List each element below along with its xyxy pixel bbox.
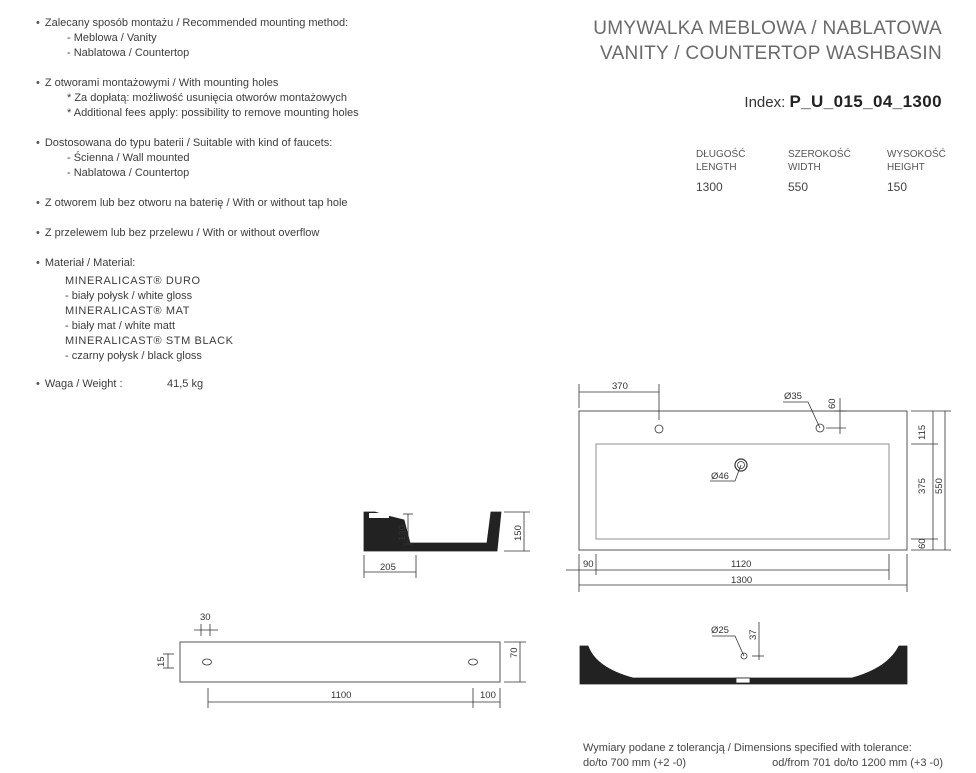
dim-550-label: 550 xyxy=(934,478,945,494)
spec-mounting-countertop: - Nablatowa / Countertop xyxy=(67,47,190,59)
spec-faucets-wall: - Ścienna / Wall mounted xyxy=(67,152,190,164)
dim-375-label: 375 xyxy=(917,478,928,494)
spec-faucets-countertop: - Nablatowa / Countertop xyxy=(67,167,190,179)
tolerance-title: Wymiary podane z tolerancją / Dimensions specified with tolerance: xyxy=(583,742,912,754)
dim-130-label: 130 xyxy=(397,525,408,541)
dim-width-en: WIDTH xyxy=(788,162,821,173)
top-view-outline xyxy=(579,411,907,550)
dimension-labels xyxy=(156,381,945,701)
spec-mounting-vanity: - Meblowa / Vanity xyxy=(67,32,157,44)
index-value: P_U_015_04_1300 xyxy=(789,92,942,111)
spec-holes-note-en: * Additional fees apply: possibility to remove mounting holes xyxy=(67,107,359,119)
dim-1120-label: 1120 xyxy=(731,559,752,570)
index-label: Index: xyxy=(744,94,786,111)
dim-1300-label: 1300 xyxy=(731,575,753,586)
spec-overflow-text: • Z przelewem lub bez przelewu / With or without overflow xyxy=(36,226,456,241)
dim-d46-label: Ø46 xyxy=(711,471,729,482)
spec-mounting-title: • Zalecany sposób montażu / Recommended mounting method: xyxy=(36,16,456,31)
spec-weight-label: • Waga / Weight : xyxy=(36,378,123,390)
dim-370-label: 370 xyxy=(612,381,628,392)
dim-70-label: 70 xyxy=(509,647,520,658)
dim-150-label: 150 xyxy=(513,525,524,541)
dim-30-label: 30 xyxy=(200,612,211,623)
dim-60b-label: 60 xyxy=(917,538,928,549)
dim-length-pl: DŁUGOŚĆ xyxy=(696,149,746,160)
dim-d25-label: Ø25 xyxy=(711,625,729,636)
material-duro: MINERALICAST® DURO xyxy=(65,275,201,287)
top-view xyxy=(566,384,951,592)
tolerance-values xyxy=(583,756,943,771)
product-title-en: VANITY / COUNTERTOP WASHBASIN xyxy=(600,43,942,64)
dim-60-label: 60 xyxy=(827,398,838,409)
spec-holes-note-pl: * Za dopłatą: możliwość usunięcia otworów montażowych xyxy=(67,92,348,104)
dim-d35-label: Ø35 xyxy=(784,391,802,402)
tolerance-note xyxy=(583,741,943,771)
spec-faucets-title: • Dostosowana do typu baterii / Suitable with kind of faucets: xyxy=(36,136,456,151)
material-duro-finish: - biały połysk / white gloss xyxy=(65,290,193,302)
dim-90-label: 90 xyxy=(583,559,594,570)
front-view xyxy=(580,622,907,684)
dim-length-value: 1300 xyxy=(696,180,723,194)
dim-width-value: 550 xyxy=(788,180,809,194)
tolerance-small: do/to 700 mm (+2 -0) xyxy=(583,757,687,769)
tolerance-large: od/from 701 do/to 1200 mm (+3 -0) xyxy=(772,757,943,769)
dim-37-label: 37 xyxy=(748,629,759,640)
dim-height-value: 150 xyxy=(887,180,908,194)
material-mat-finish: - biały mat / white matt xyxy=(65,320,176,332)
dim-15-label: 15 xyxy=(156,656,167,667)
dim-height-en: HEIGHT xyxy=(887,162,925,173)
material-stm-black: MINERALICAST® STM BLACK xyxy=(65,335,234,347)
dim-115-label: 115 xyxy=(917,424,928,440)
product-title-pl: UMYWALKA MEBLOWA / NABLATOWA xyxy=(593,18,942,39)
dim-1100-label: 1100 xyxy=(331,690,352,701)
bottom-hole-left xyxy=(203,659,212,665)
spec-material-title: • Materiał / Material: xyxy=(36,256,456,271)
dim-height-pl: WYSOKOŚĆ xyxy=(887,149,946,160)
dim-205-label: 205 xyxy=(380,562,396,573)
dim-100-label: 100 xyxy=(480,690,496,701)
material-stm-black-finish: - czarny połysk / black gloss xyxy=(65,350,202,362)
top-view-bowl xyxy=(596,444,889,539)
bottom-hole-right xyxy=(469,659,478,665)
mounting-hole xyxy=(655,425,663,433)
spec-weight-value: 41,5 kg xyxy=(167,378,204,390)
material-mat: MINERALICAST® MAT xyxy=(65,305,191,317)
bottom-view-outline xyxy=(180,642,500,682)
dim-width-pl: SZEROKOŚĆ xyxy=(788,149,851,160)
dim-length-en: LENGTH xyxy=(696,162,737,173)
spec-taphole-text: • Z otworem lub bez otworu na baterię / With or without tap hole xyxy=(36,196,456,211)
spec-holes-title: • Z otworami montażowymi / With mounting holes xyxy=(36,76,456,91)
